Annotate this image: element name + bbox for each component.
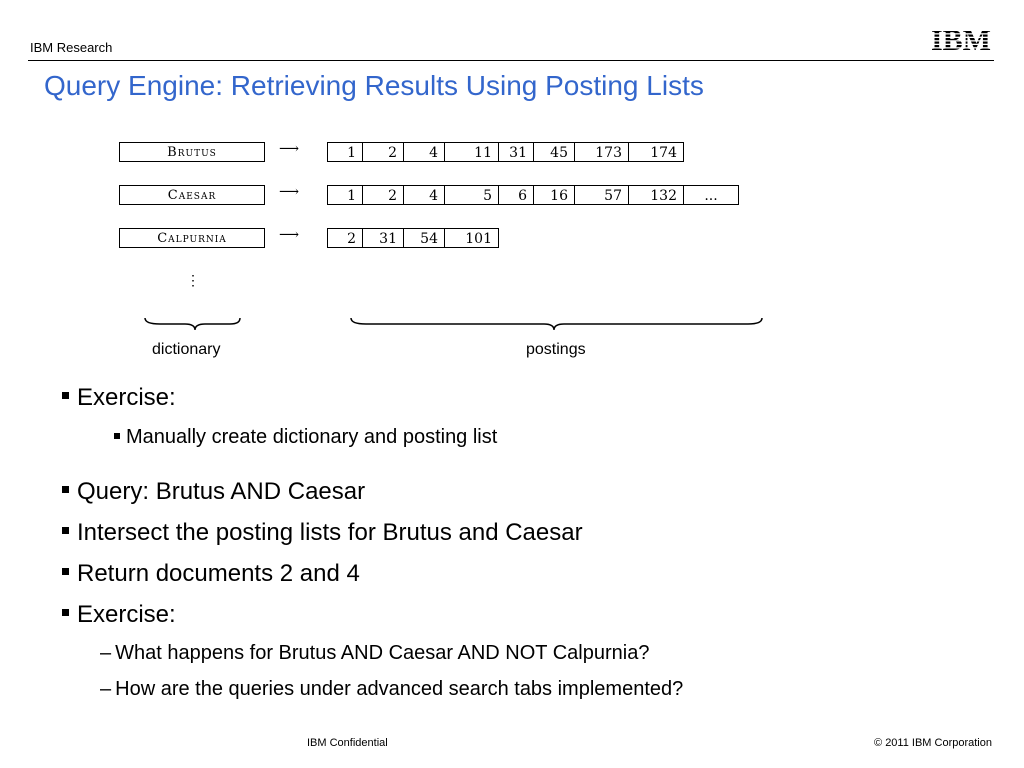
square-bullet-icon xyxy=(62,392,69,399)
arrow-right-icon: ⟶ xyxy=(279,184,300,200)
ibm-logo-text: IBM xyxy=(931,24,991,52)
dictionary-label: dictionary xyxy=(152,341,221,358)
posting-cell: ... xyxy=(684,185,739,205)
square-bullet-icon xyxy=(62,486,69,493)
bullet-item xyxy=(100,642,649,665)
posting-cell: 5 xyxy=(445,185,499,205)
bullet-text: Exercise: xyxy=(77,384,176,411)
dictionary-brace xyxy=(140,314,250,334)
posting-cell: 54 xyxy=(404,228,445,248)
posting-cell: 174 xyxy=(629,142,684,162)
square-bullet-icon xyxy=(62,609,69,616)
posting-cell: 2 xyxy=(363,142,404,162)
ibm-logo xyxy=(926,24,996,52)
footer-copyright: © 2011 IBM Corporation xyxy=(874,737,992,749)
bullet-item xyxy=(62,478,365,506)
header-rule xyxy=(28,60,994,61)
arrow-right-icon: ⟶ xyxy=(279,227,300,243)
posting-cell: 173 xyxy=(575,142,629,162)
bullet-item xyxy=(62,384,176,412)
posting-cell: 4 xyxy=(404,142,445,162)
arrow-right-icon: ⟶ xyxy=(279,141,300,157)
bullet-item xyxy=(114,426,497,449)
posting-cell: 45 xyxy=(534,142,575,162)
bullet-item xyxy=(62,519,583,547)
slide-title: Query Engine: Retrieving Results Using Posting Lists xyxy=(44,70,704,101)
bullet-text: Return documents 2 and 4 xyxy=(77,560,360,587)
posting-cell: 31 xyxy=(499,142,534,162)
bullet-item xyxy=(100,678,683,701)
square-bullet-icon xyxy=(62,527,69,534)
square-bullet-icon xyxy=(114,433,120,439)
posting-cell: 4 xyxy=(404,185,445,205)
posting-cell: 2 xyxy=(327,228,363,248)
posting-cell: 101 xyxy=(445,228,499,248)
bullet-text: How are the queries under advanced search tabs implemented? xyxy=(115,678,684,700)
posting-cell: 57 xyxy=(575,185,629,205)
posting-cell: 6 xyxy=(499,185,534,205)
dictionary-term: Brutus xyxy=(119,142,265,162)
bullet-item xyxy=(62,601,176,629)
posting-cell: 2 xyxy=(363,185,404,205)
posting-cell: 11 xyxy=(445,142,499,162)
bullet-text: Manually create dictionary and posting list xyxy=(126,426,498,448)
postings-brace xyxy=(346,314,772,334)
more-terms-ellipsis: ⋮ xyxy=(186,273,200,289)
footer-confidential: IBM Confidential xyxy=(307,737,388,749)
postings-label: postings xyxy=(526,341,586,358)
dash-bullet-icon: – xyxy=(100,642,112,664)
header-label: IBM Research xyxy=(30,40,113,55)
bullet-text: Query: Brutus AND Caesar xyxy=(77,478,366,505)
square-bullet-icon xyxy=(62,568,69,575)
bullet-text: Intersect the posting lists for Brutus and Caesar xyxy=(77,519,583,546)
bullet-text: Exercise: xyxy=(77,601,176,628)
dictionary-term: Calpurnia xyxy=(119,228,265,248)
posting-cell: 132 xyxy=(629,185,684,205)
bullet-text: What happens for Brutus AND Caesar AND NOT Calpurnia? xyxy=(115,642,650,664)
dash-bullet-icon: – xyxy=(100,678,112,700)
posting-cell: 1 xyxy=(327,185,363,205)
posting-cell: 31 xyxy=(363,228,404,248)
posting-cell: 16 xyxy=(534,185,575,205)
dictionary-term: Caesar xyxy=(119,185,265,205)
posting-cell: 1 xyxy=(327,142,363,162)
bullet-item xyxy=(62,560,360,588)
